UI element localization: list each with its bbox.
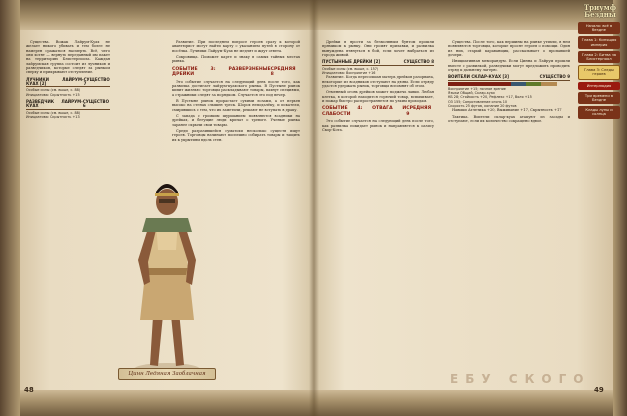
trait-tag bbox=[541, 82, 557, 86]
paragraph: Дрейки в ярости за безмолвным бунтом прошли прямиком к рынку. Они громят прилавки, и развилка вынуждена втянуться в бой, если хочет выбраться из города живой. bbox=[322, 40, 434, 58]
stat-line: Скорость 25 футов, копание 20 футов bbox=[448, 103, 517, 108]
paragraph: Среди разразившейся суматохи несколько существ ищут героев. Торговцы начинают поспешно собирать товары и тащить их к укрытиям вдоль стен. bbox=[172, 128, 300, 142]
paragraph: Это событие случается на следующий день после того, как развилка покидает рынок и направляется к оазису Скор-Кота. bbox=[322, 119, 434, 132]
trait-tag bbox=[526, 82, 541, 86]
paragraph: Сокровища. Поможет карте и знаку в самых тайных местах рынка. bbox=[172, 55, 300, 64]
chapter-tab-5[interactable]: Три времени в Бездне bbox=[578, 92, 620, 104]
section-heading: СОБЫТИЕ 3: РАЗВЕРЗНЕНЫЕ ДРЕЙКИ СРЕДНЯЯ 8 bbox=[172, 66, 296, 78]
character-illustration bbox=[112, 170, 222, 385]
stat-line: КБ 28; Стойкость +20, Рефлекс +17, Воля +15 bbox=[448, 95, 532, 100]
chapter-tab-2[interactable]: Глава 2: Битва за Блистерпоол bbox=[578, 51, 620, 63]
paragraph: Развитие. Когда пересохшая матерь дрейков разорвана, некоторые из всадников отступают на дюны. Если отряду удастся удержать рынок, торговцы вспомнят об этом. bbox=[322, 75, 434, 88]
trait-tags bbox=[448, 82, 570, 86]
right-column-2 bbox=[448, 40, 570, 370]
paragraph: Существа. Вожак Лайрум-Куах не желает никого убивать и тем более не намерен сражаться насмерть. Всё, чего они хотят — вернуть переданный им пакет на территорию Блистерпоола. Каждая лайрумская группа состоит из лучников и разведчиков, которые следят за рынком сверху и прикрывают отступление. bbox=[26, 40, 110, 75]
chapter-tab-1[interactable]: Глава 1: Кипящая империя bbox=[578, 36, 620, 48]
chapter-tab-6[interactable]: Клады луны и солнца bbox=[578, 106, 620, 118]
trait-tag bbox=[448, 82, 511, 86]
stat-line: Восприятие +15; ночное зрение bbox=[448, 86, 506, 91]
paragraph: С запада с громким шуршанием появляются всадники на дрейках, и бегущие люди кричат о тревоге. Ученые рынка заранее скрыли свои товары. bbox=[172, 113, 300, 127]
page-gutter bbox=[309, 0, 319, 416]
stat-line: Инициатива: Скрытность +13 bbox=[26, 115, 80, 120]
stat-block-title: ПУСТЫННЫЕ ДРЕЙКИ [2] СУЩЕСТВО 8 bbox=[322, 59, 434, 65]
paragraph: Существа. После того, как вершины на рынке утихли, в нем появляются торговцы, которые просят героев о помощи. Один из них, старый караванщик, рассказывает о пропавшей дочери. bbox=[448, 40, 570, 58]
right-column-1 bbox=[322, 40, 434, 370]
book-brand-logo: Триумф Бездны bbox=[583, 3, 617, 19]
paragraph: Отменный огонь дрейков может поджечь лавки. Любая клетка, в которой находится горючий товар, вспыхивает, и пожар быстро распространяется по узким проходам. bbox=[322, 90, 434, 104]
paragraph: Это событие случается на следующий день после того, как развилка достигает лайрум-куахского рынка. В Пустыне рынок кипит жизнью: торговцы раскладывают товары, пахнут специями, а стражники следят за порядком. Случается это под вечер. bbox=[172, 79, 300, 97]
chapter-tab-4[interactable]: Интерлюдия bbox=[578, 82, 620, 90]
page-number-left: 48 bbox=[24, 386, 34, 394]
paragraph: Развитие. При последнем вопросе героев сразу к которой авантюрист могут найти карту с указанием путей в сторону от посёлка. Лучники Лайрум-Куах не медлят и ждут ответа. bbox=[172, 40, 300, 53]
stat-block-title: ВОИТЕЛИ СКЛАР-КУАХ [3] СУЩЕСТВО 9 bbox=[448, 74, 570, 80]
stat-block-title: РАЗВЕДЧИК ЛАЙРУМ-КУАХ СУЩЕСТВО 6 bbox=[26, 99, 109, 109]
left-column-1 bbox=[26, 40, 110, 170]
left-border bbox=[0, 0, 20, 416]
trait-tag bbox=[511, 82, 526, 86]
page-number-right: 49 bbox=[594, 386, 604, 394]
stat-line: Особые силы (см. выше, с. 157) bbox=[322, 66, 379, 71]
chapter-tab-0[interactable]: Начало: всё в бездне bbox=[578, 22, 620, 34]
stat-line: ОЗ 155; Сопротивление огонь 10 bbox=[448, 99, 508, 104]
paragraph: Тактика. Воители склар-куах атакуют из засады и отступают, если их количество сокращено вдвое. bbox=[448, 114, 570, 123]
section-heading: СОБЫТИЕ 4: ОТВАГА И СЛАБОСТИ СРЕДНЯЯ 9 bbox=[322, 106, 432, 117]
stat-line: Инициатива: Восприятие +16 bbox=[322, 71, 376, 76]
paragraph: В Пустыне рынок прорастает сухими лозами, а от перьев высоко на стенах слышен треск. Шорох неподалёку, и искатели, смирившись с тем, что их заметили, решают не вступать в драку. bbox=[172, 98, 300, 112]
paragraph: Навыки Атлетика +20, Выживание +17, Скрытность +17 bbox=[452, 108, 562, 113]
chapter-tab-3[interactable]: Глава 3: Следы героев bbox=[578, 65, 620, 79]
watermark: ЕБУ СКОГО bbox=[450, 372, 591, 386]
chapter-sidebar bbox=[577, 22, 621, 362]
stat-line: Языки Общий, Склар-куах bbox=[448, 91, 495, 96]
stat-line: Особые силы (см. выше, с. 88) bbox=[26, 110, 81, 115]
illustration-caption: Цинн Ледяная Заоблачная bbox=[118, 368, 216, 380]
stat-line: Особые силы (см. выше, с. 88) bbox=[26, 88, 81, 93]
stat-line: Инициатива: Скрытность +15 bbox=[26, 92, 80, 97]
paragraph: Инициативная меморандум. Если Цинна и Лайрум прошли вместе с развилкой, разведчики могут предложить проводить отряд к дальнему лагерю. bbox=[448, 59, 570, 73]
stat-block-title: ЛУЧНИКИ ЛАЙРУМ-КУАХ [2] СУЩЕСТВО 7 bbox=[26, 76, 110, 87]
